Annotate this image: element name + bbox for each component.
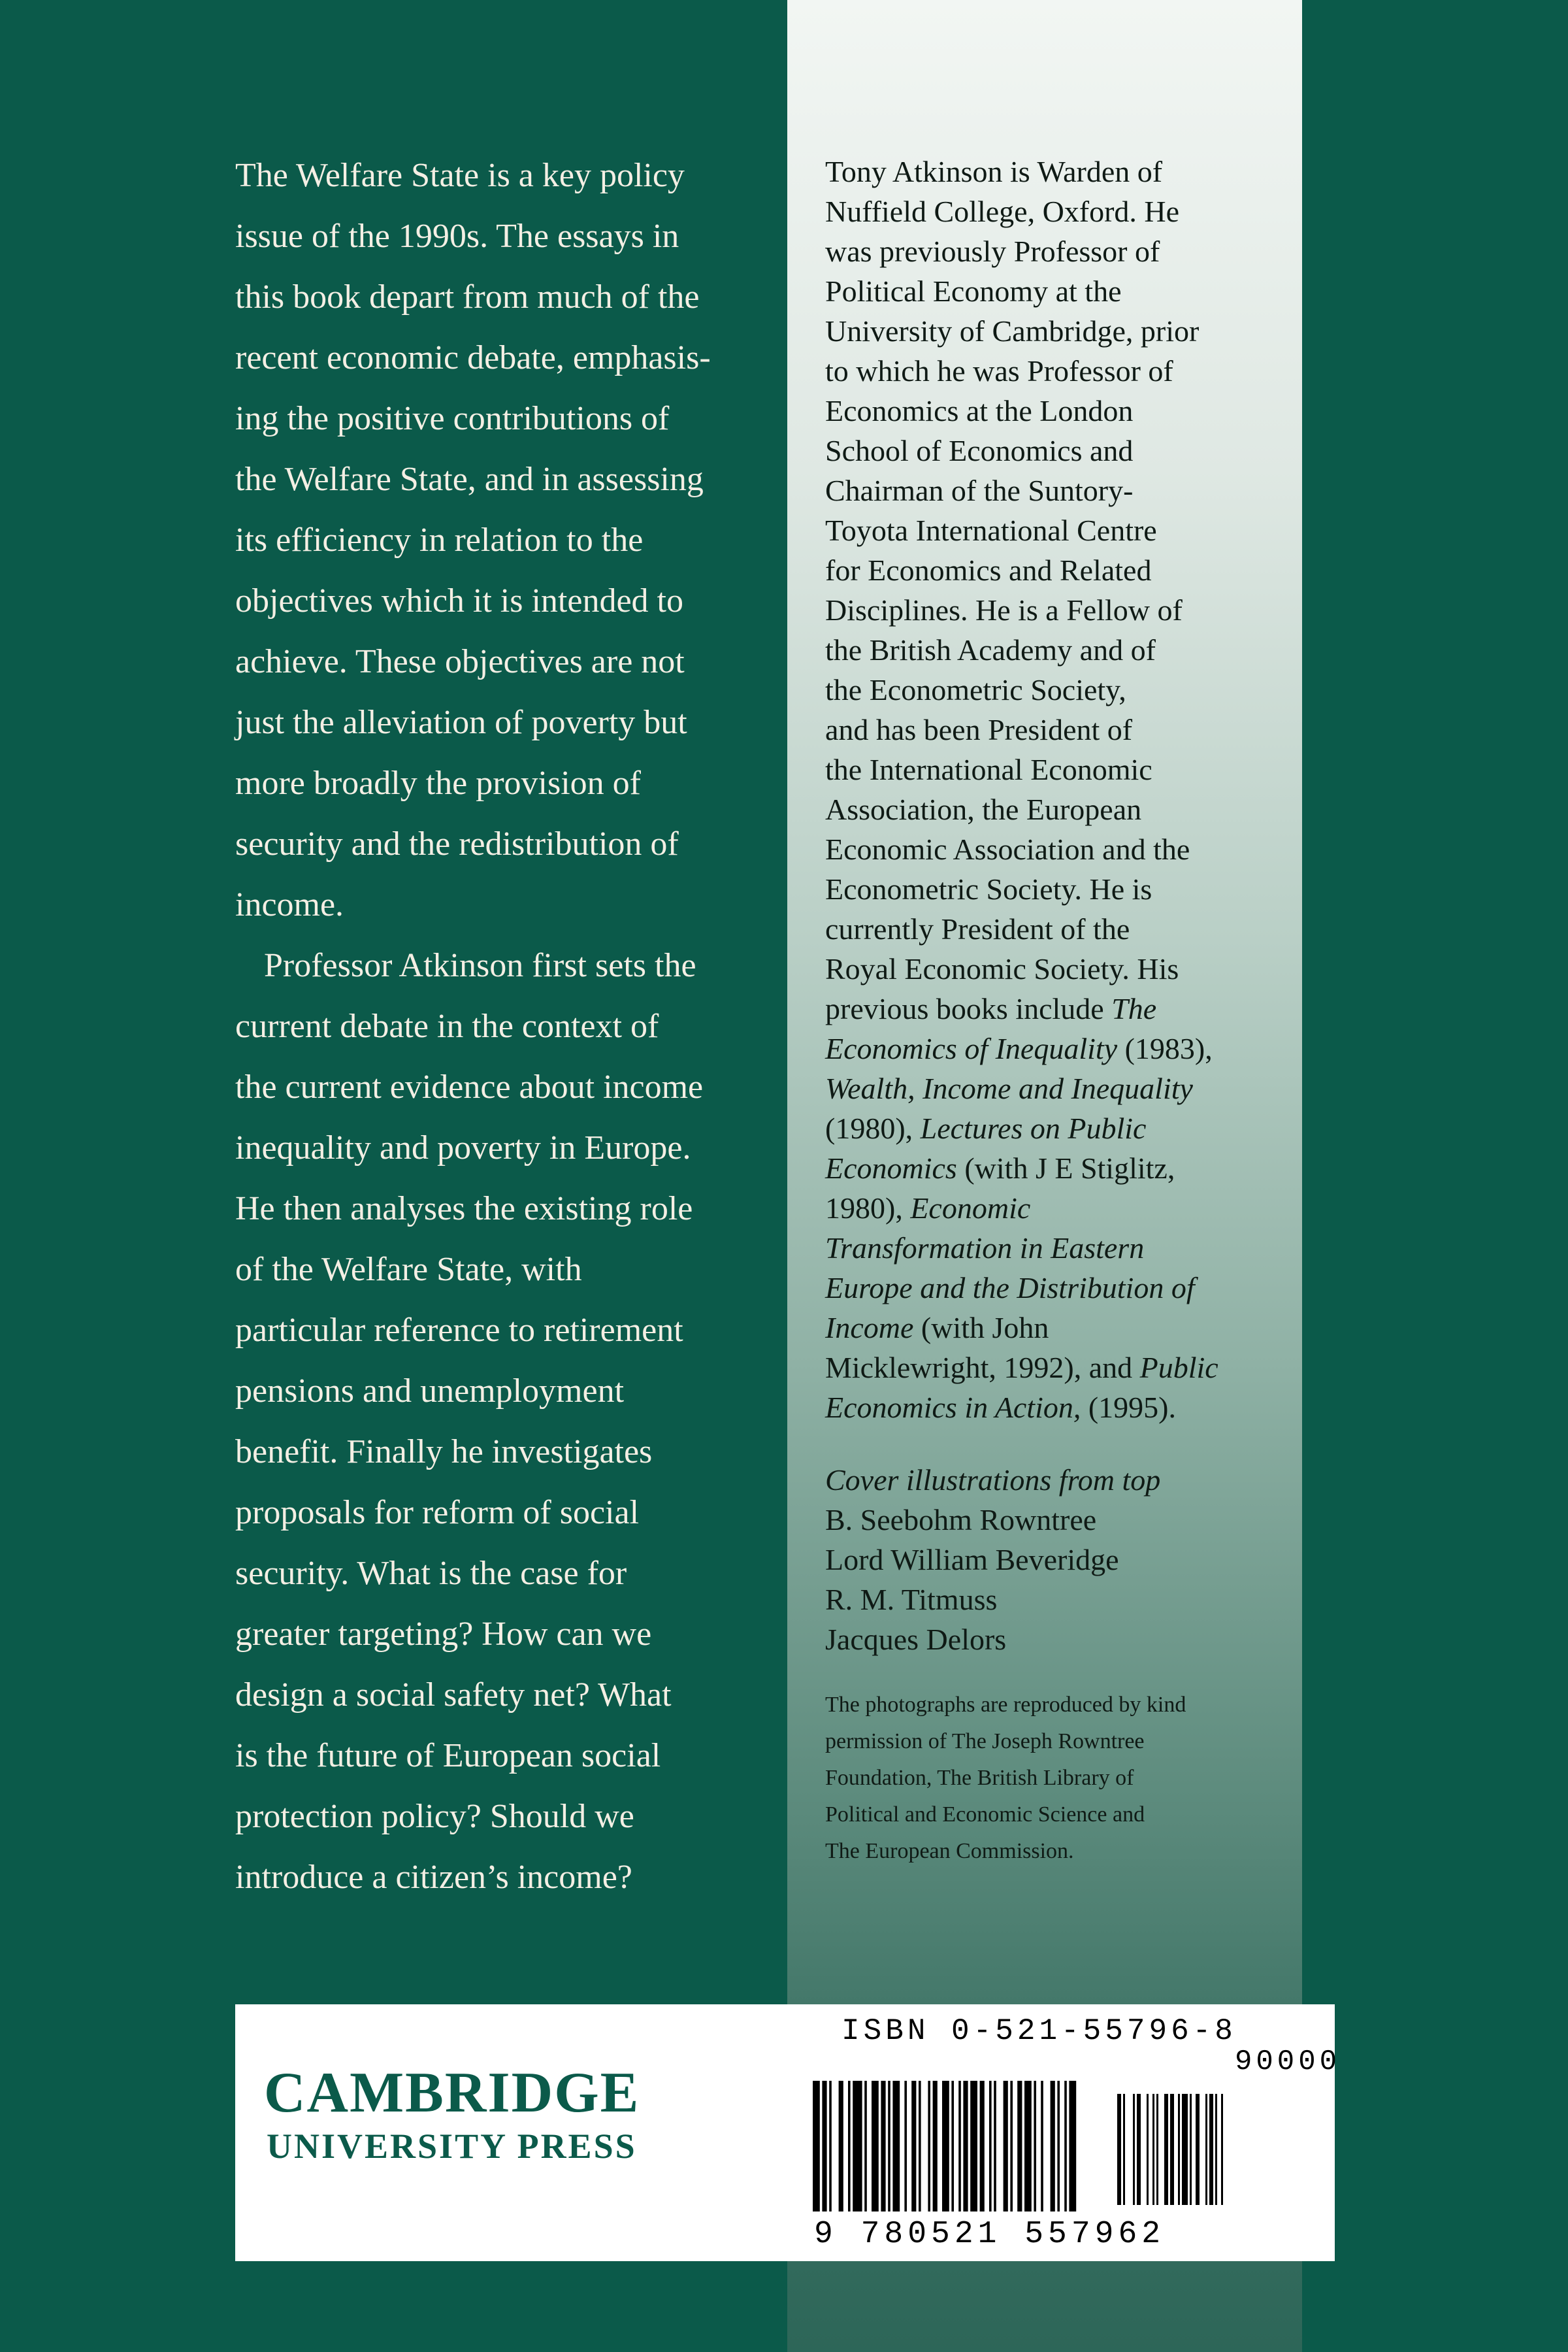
barcode-bar [904,2081,907,2211]
description-paragraph-1: The Welfare State is a key policy issue of the 1990s. The essays in this book depart from much of the recent economic debate, emphasis- ing the positive contributions of the Welfare State, and in assessing its efficiency in relation to the objectives which it is intended to achieve. These objectives are not just the alleviation of poverty but more broadly the provision of security and the redistribution of income. [235,157,711,923]
barcode-bar [989,2081,992,2211]
barcode-bar [951,2081,954,2211]
barcode-bar [1034,2081,1036,2211]
bio-text: Tony Atkinson is Warden of Nuffield College, Oxford. He was previously Professor of Political Economy at the University of Cambridge, prior to which he was Professor of Economics at the London School of Economics and Chairman of the Suntory- Toyota International Centre for Economics and Related Disciplines. He is a Fellow of the British Academy and of the Econometric Society, and has been President of the International Economic Association, the European Economic Association and the Econometric Society. He is currently President of the Royal Economic Society. His previous books include The Economics of Inequality (1983), Wealth, Income and Inequality (1980), Lectures on Public Economics (with J E Stiglitz, 1980), Economic Transformation in Eastern Europe and the Distribution of Income (with John Micklewright, 1992), and Public Economics in Action, (1995). [825,155,1218,1424]
barcode-bar [1041,2081,1043,2211]
barcode-addon-bar [1205,2094,1207,2205]
book-title: Economic [910,1191,1031,1225]
price-code: 90000 [1235,2046,1341,2078]
barcode-addon-bar [1182,2094,1188,2205]
barcode-addon-bar [1221,2094,1223,2205]
illustration-name: R. M. Titmuss [825,1583,998,1616]
illustration-name: B. Seebohm Rowntree [825,1503,1097,1536]
book-title: Lectures on Public [920,1112,1147,1145]
barcode-bar [942,2081,949,2211]
book-title: Europe and the Distribution of [825,1271,1195,1304]
barcode-bar [813,2081,820,2211]
book-title: Public [1139,1351,1218,1384]
barcode-bar [1024,2081,1032,2211]
book-title: Transformation in Eastern [825,1231,1145,1265]
barcode-bar [1057,2081,1060,2211]
author-bio [825,152,1282,1870]
barcode-bar [1069,2081,1076,2211]
barcode-bar [928,2081,930,2211]
barcode-bar [853,2081,862,2211]
book-title: Economics in Action, [825,1391,1081,1424]
barcode-addon-bar [1137,2094,1141,2205]
barcode-bar [933,2081,938,2211]
book-title: Income [825,1311,914,1344]
book-title: Wealth, Income and Inequality [825,1072,1193,1105]
barcode-addon-bar [1156,2094,1158,2205]
barcode-addon-bar [1190,2094,1192,2205]
illustration-name: Jacques Delors [825,1623,1007,1656]
barcode-bar [1051,2081,1055,2211]
barcode-bar [829,2081,832,2211]
barcode-bar [872,2081,879,2211]
barcode-bar [980,2081,985,2211]
cover-illustrations [825,1460,1282,1659]
publisher-name: CAMBRIDGE [264,2061,640,2125]
description-paragraph-2: Professor Atkinson first sets the current debate in the context of the current evidence about income inequality and poverty in Europe. He then analyses the existing role of the Welfare State, with particular reference to retirement pensions and unemployment benefit. Finally he investigates proposals for reform of social security. What is the case for greater targeting? How can we design a social safety net? What is the future of European social protection policy? Should we introduce a citizen’s income? [235,947,704,1896]
barcode-addon-bar [1123,2094,1125,2205]
barcode-addon-bar [1152,2094,1154,2205]
barcode-bar [839,2081,843,2211]
barcode-bar [958,2081,961,2211]
isbn-label: ISBN 0-521-55796-8 [841,2014,1237,2048]
barcode-bar [892,2081,900,2211]
illustration-name: Lord William Beveridge [825,1543,1119,1576]
publisher-logo [264,2061,640,2166]
ean-number: 9 780521 557962 [814,2217,1166,2252]
photo-credits: The photographs are reproduced by kind permission of The Joseph Rowntree Foundation, The British Library of Political and Economic Science and The European Commission. [825,1693,1186,1863]
barcode-addon-bar [1209,2094,1213,2205]
book-description [235,145,771,1908]
barcode-addon-bar [1196,2094,1200,2205]
barcode-bar [1064,2081,1067,2211]
barcode-addon-bar [1178,2094,1180,2205]
book-title: Economics of Inequality [825,1032,1118,1065]
barcode-addon-bar [1117,2094,1121,2205]
barcode-bar [919,2081,921,2211]
barcode-bar [970,2081,977,2211]
barcode-bar [1010,2081,1013,2211]
barcode-bar [848,2081,851,2211]
barcode-addon-bar [1147,2094,1149,2205]
barcode-bar [881,2081,885,2211]
barcode-bar [822,2081,826,2211]
barcode-bar [963,2081,968,2211]
illustrations-heading: Cover illustrations from top [825,1463,1161,1497]
book-title: The [1111,992,1157,1025]
barcode-bar [994,2081,996,2211]
barcode-bar [1017,2081,1022,2211]
barcode-addon-bar [1215,2094,1217,2205]
barcode-addon-bar [1170,2094,1174,2205]
bio-lines: Tony Atkinson is Warden of Nuffield College, Oxford. He was previously Professor of Political Economy at the University of Cambridge, prior to which he was Professor of Economics at the London School of Economics and Chairman of the Suntory- Toyota International Centre for Economics and Related Disciplines. He is a Fellow of the British Academy and of the Econometric Society, and has been President of the International Economic Association, the European Economic Association and the Econometric Society. He is currently President of the Royal Economic Society. His previous books include [825,155,1200,1025]
barcode-bar [864,2081,867,2211]
book-title: Economics [825,1151,957,1185]
barcode-bar [888,2081,890,2211]
barcode-bar [911,2081,916,2211]
barcode-addon-bar [1164,2094,1168,2205]
barcode-addon-bar [1133,2094,1135,2205]
barcode-bar [1004,2081,1008,2211]
publisher-subtitle: UNIVERSITY PRESS [267,2127,637,2166]
barcode [810,2081,1228,2222]
